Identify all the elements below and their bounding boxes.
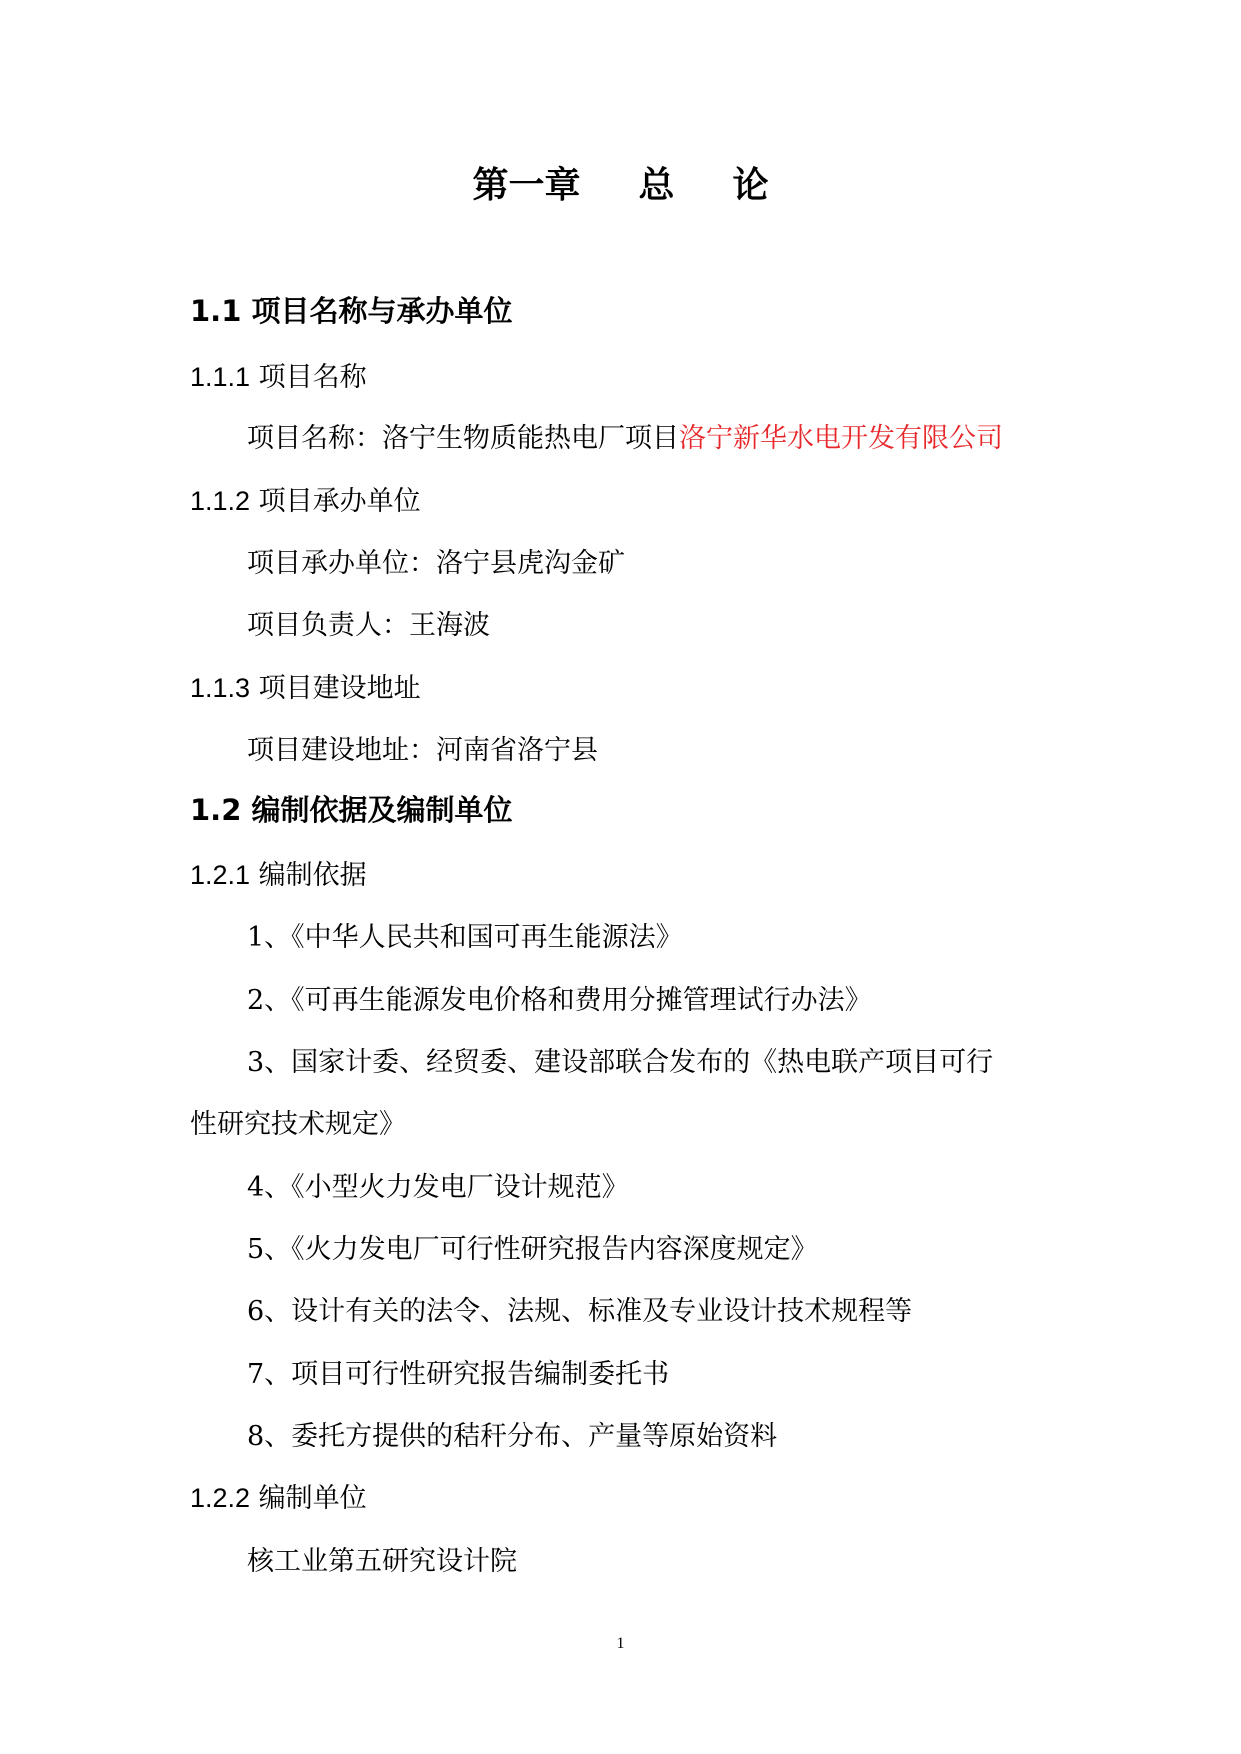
project-name-text: 项目名称：洛宁生物质能热电厂项目 [247,423,679,454]
chapter-number: 第一章 [472,165,581,206]
section-heading-1-1: 1.1 项目名称与承办单位 [190,294,513,328]
subsection-number: 1.1.3 [190,673,251,703]
organizer-paragraph: 项目承办单位：洛宁县虎沟金矿 [247,548,625,579]
subsection-heading-1-1-3 [190,675,421,702]
leader-paragraph: 项目负责人：王海波 [247,610,490,641]
basis-item-3-continued: 性研究技术规定》 [190,1109,406,1140]
page-number: 1 [616,1635,625,1652]
subsection-number: 1.2.2 [190,1483,251,1513]
basis-item-4: 4、《小型火力发电厂设计规范》 [247,1172,629,1203]
chapter-word-1: 总 [638,165,675,206]
subsection-heading-1-2-1 [190,862,367,889]
project-name-paragraph [247,425,1003,452]
subsection-title: 项目名称 [258,362,367,393]
subsection-title: 项目承办单位 [258,486,421,517]
section-heading-1-2: 1.2 编制依据及编制单位 [190,793,513,827]
subsection-title: 编制依据 [258,860,367,891]
unit-paragraph: 核工业第五研究设计院 [247,1546,517,1577]
basis-item-3: 3、国家计委、经贸委、建设部联合发布的《热电联产项目可行 [247,1047,994,1078]
basis-item-2: 2、《可再生能源发电价格和费用分摊管理试行办法》 [247,985,872,1016]
subsection-heading-1-2-2 [190,1485,367,1512]
chapter-word-2: 论 [732,165,769,206]
subsection-number: 1.1.1 [190,362,251,392]
subsection-heading-1-1-2 [190,488,421,515]
subsection-heading-1-1-1 [190,364,367,391]
basis-item-8: 8、委托方提供的秸秆分布、产量等原始资料 [247,1421,778,1452]
project-name-red-text: 洛宁新华水电开发有限公司 [679,423,1003,454]
subsection-title: 项目建设地址 [258,673,421,704]
chapter-title [0,165,1241,206]
address-paragraph: 项目建设地址：河南省洛宁县 [247,735,598,766]
basis-item-6: 6、设计有关的法令、法规、标准及专业设计技术规程等 [247,1296,913,1327]
subsection-number: 1.2.1 [190,860,251,890]
subsection-number: 1.1.2 [190,486,251,516]
basis-item-7: 7、项目可行性研究报告编制委托书 [247,1359,670,1390]
subsection-title: 编制单位 [258,1483,367,1514]
basis-item-5: 5、《火力发电厂可行性研究报告内容深度规定》 [247,1234,818,1265]
basis-item-1: 1、《中华人民共和国可再生能源法》 [247,922,683,953]
